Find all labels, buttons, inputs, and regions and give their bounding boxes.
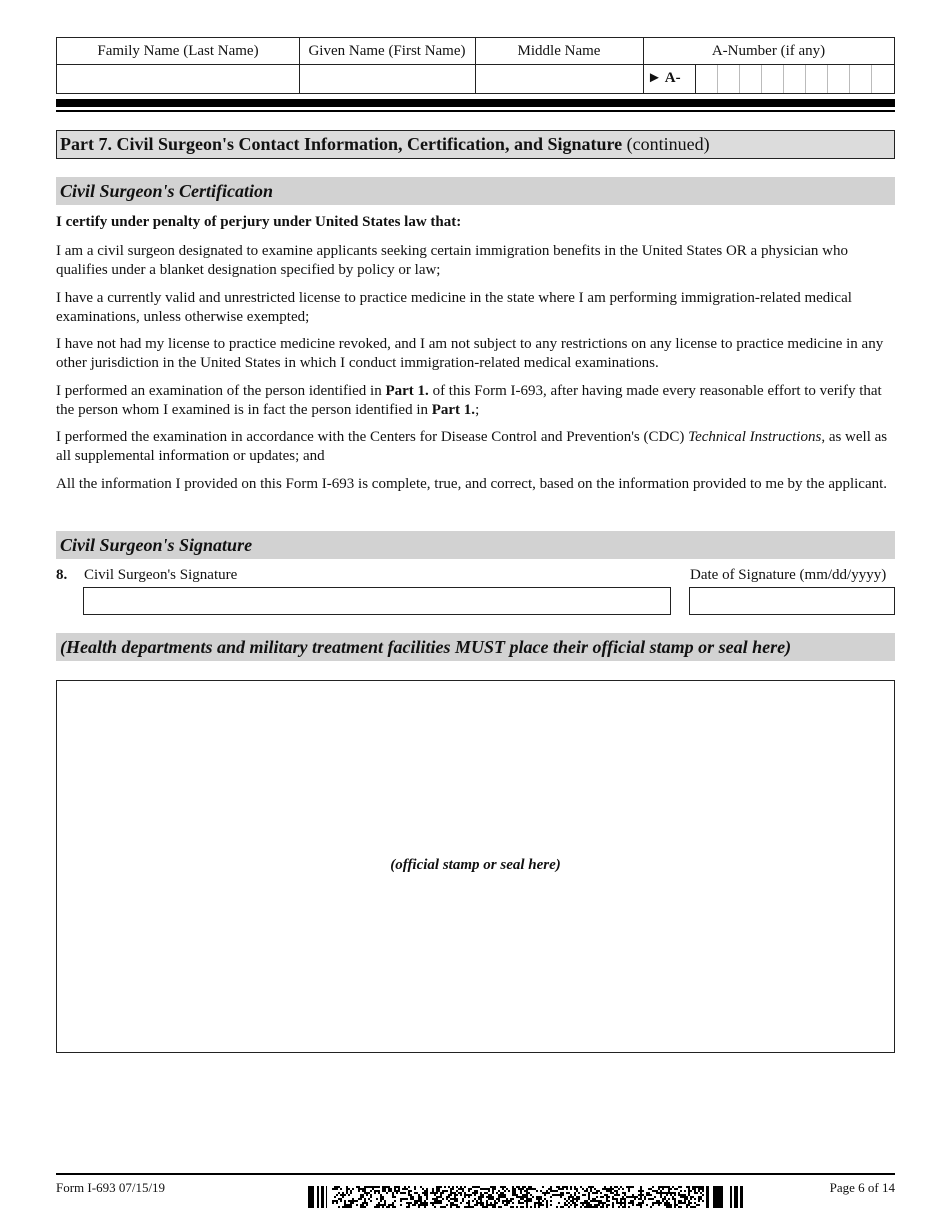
barcode-image [308, 1186, 743, 1208]
signature-label: Civil Surgeon's Signature [84, 567, 238, 583]
applicant-header-table [56, 37, 895, 94]
a-number-digit-box [783, 65, 805, 93]
item-number: 8. [56, 567, 68, 583]
certification-paragraph-4 [56, 382, 892, 420]
part-title-bold: Part 7. Civil Surgeon's Contact Information, Certification, and Signature [60, 134, 623, 154]
certification-paragraph-3: I have not had my license to practice medicine revoked, and I am not subject to any restrictions on any license to practice medicine in any other jurisdiction in the United States in which I conduct immigration-related medical examinations. [56, 336, 884, 371]
header-thin-rule [56, 110, 895, 112]
a-number-digit-box [805, 65, 827, 93]
p4-text: ; [475, 402, 480, 418]
middle-name-label: Middle Name [517, 43, 601, 59]
a-number-field[interactable] [643, 65, 894, 93]
signature-date-field[interactable] [689, 587, 895, 615]
a-number-digit-box [761, 65, 783, 93]
p5-text: I performed the examination in accordance with the Centers for Disease Control and Prevention's (CDC) [56, 429, 689, 445]
p4-text: of this Form I-693, after having made every reasonable effort to verify that the person whom I examined is in fact the person identified in [56, 383, 882, 418]
part-1-ref: Part 1. [385, 383, 429, 399]
certification-paragraph-6: All the information I provided on this Form I-693 is complete, true, and correct, based on the information provided to me by the applicant. [56, 476, 888, 492]
part-title [56, 130, 895, 159]
a-number-digit-box [827, 65, 849, 93]
column-divider [475, 38, 476, 93]
given-name-label: Given Name (First Name) [308, 43, 466, 59]
a-number-digit-box [871, 65, 893, 93]
a-number-digit-box [717, 65, 739, 93]
page-number: Page 6 of 14 [829, 1180, 895, 1195]
certification-paragraph-1: I am a civil surgeon designated to examine applicants seeking certain immigration benefits in the United States OR a physician who qualifies under a blanket designation specified by policy or law; [56, 243, 849, 278]
signature-heading: Civil Surgeon's Signature [56, 531, 895, 559]
a-number-prefix: ► A- [647, 70, 681, 86]
a-number-label: A-Number (if any) [711, 43, 826, 59]
signature-date-label: Date of Signature (mm/dd/yyyy) [690, 567, 887, 583]
family-name-label: Family Name (Last Name) [97, 43, 259, 59]
family-name-field[interactable] [57, 65, 299, 93]
column-divider [643, 38, 644, 93]
signature-field[interactable] [83, 587, 671, 615]
certification-paragraph-2: I have a currently valid and unrestricted license to practice medicine in the state where I am performing immigration-related medical examinations, unless otherwise exempted; [56, 290, 852, 325]
certification-intro: I certify under penalty of perjury under United States law that: [56, 214, 462, 230]
stamp-box[interactable] [56, 680, 895, 1053]
header-thick-rule [56, 99, 895, 107]
p5-text: , as well as all supplemental information or updates; and [56, 429, 888, 464]
certification-heading: Civil Surgeon's Certification [56, 177, 895, 205]
technical-instructions-ref: Technical Instructions [688, 429, 822, 445]
footer-rule [56, 1173, 895, 1175]
column-divider [299, 38, 300, 93]
certification-paragraph-5 [56, 428, 892, 466]
given-name-field[interactable] [299, 65, 475, 93]
part-title-suffix: (continued) [622, 134, 710, 154]
a-number-digit-box [739, 65, 761, 93]
stamp-placeholder: (official stamp or seal here) [390, 857, 561, 873]
form-id: Form I-693 07/15/19 [56, 1180, 166, 1195]
part-1-ref: Part 1. [431, 402, 476, 418]
a-number-digit-box [849, 65, 871, 93]
middle-name-field[interactable] [475, 65, 643, 93]
p4-text: I performed an examination of the person identified in [56, 383, 386, 399]
stamp-heading: (Health departments and military treatment facilities MUST place their official stamp or seal here) [56, 633, 895, 661]
a-number-digit-box [695, 65, 717, 93]
